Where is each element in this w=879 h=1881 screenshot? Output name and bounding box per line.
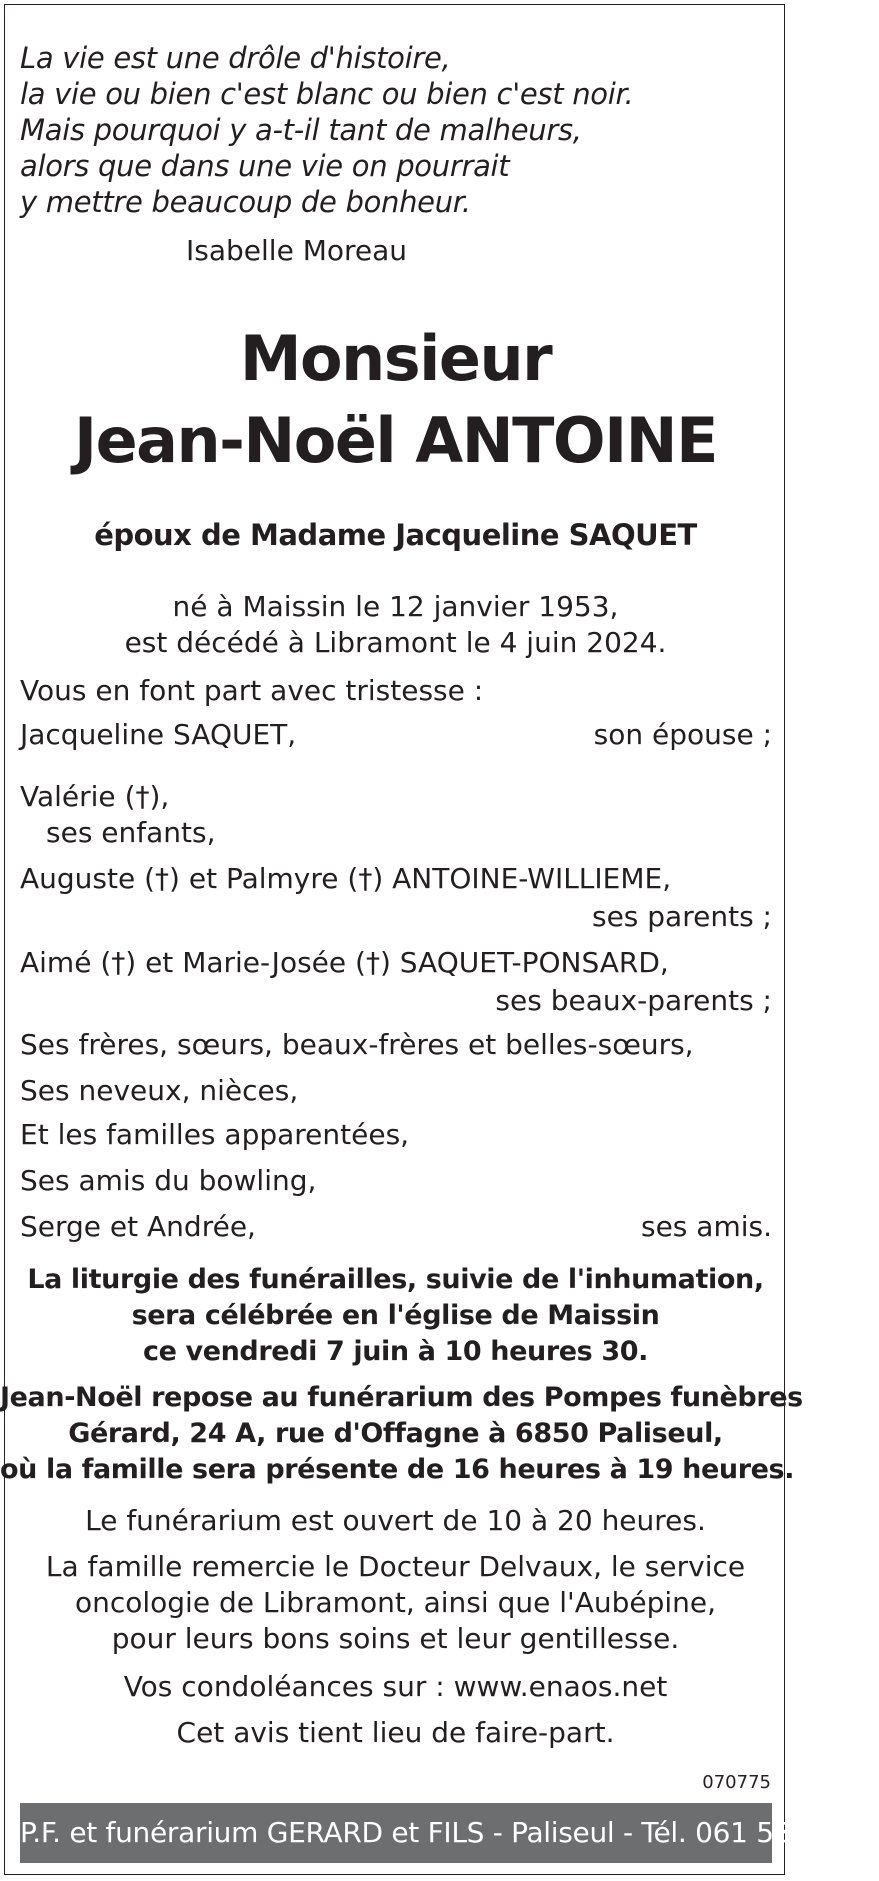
condolences-link: Vos condoléances sur : www.enaos.net <box>123 1670 668 1703</box>
family-relation: ses amis. <box>640 1210 772 1243</box>
funeral-line: La liturgie des funérailles, suivie de l'inhumation, <box>27 1264 764 1295</box>
poem-line: y mettre beaucoup de bonheur. <box>20 185 471 219</box>
deceased-name: Jean-Noël ANTOINE <box>74 404 717 477</box>
family-row <box>20 946 772 979</box>
family-row <box>20 862 772 895</box>
thanks-line: oncologie de Libramont, ainsi que l'Aubépine, <box>74 1586 717 1619</box>
poem <box>20 40 633 220</box>
family-row <box>46 816 798 849</box>
family-name: Jacqueline SAQUET, <box>20 718 297 751</box>
family-name: Valérie (†), <box>20 780 170 813</box>
spouse-line: époux de Madame Jacqueline SAQUET <box>94 518 697 552</box>
family-row: Ses frères, sœurs, beaux-frères et belles-sœurs, <box>20 1028 694 1061</box>
funerarium-line: où la famille sera présente de 16 heures à 19 heures. <box>0 1454 795 1485</box>
deceased-title: Monsieur <box>239 322 552 395</box>
poem-line: alors que dans une vie on pourrait <box>20 149 510 183</box>
funeral-line: ce vendredi 7 juin à 10 heures 30. <box>142 1336 648 1367</box>
family-row: Et les familles apparentées, <box>20 1118 410 1151</box>
birth-line: né à Maissin le 12 janvier 1953, <box>172 590 619 623</box>
family-relation: son épouse ; <box>593 718 772 751</box>
poem-line: la vie ou bien c'est blanc ou bien c'est noir. <box>20 77 634 111</box>
family-row <box>20 718 772 751</box>
death-line: est décédé à Libramont le 4 juin 2024. <box>124 626 667 659</box>
family-row: Ses amis du bowling, <box>20 1164 317 1197</box>
family-row <box>20 1210 772 1243</box>
notice-line: Cet avis tient lieu de faire-part. <box>176 1716 615 1749</box>
funerarium-line: Gérard, 24 A, rue d'Offagne à 6850 Paliseul, <box>68 1418 723 1449</box>
family-name: Serge et Andrée, <box>20 1210 256 1243</box>
funeral-line: sera célébrée en l'église de Maissin <box>131 1300 660 1331</box>
family-relation: ses enfants, <box>46 816 216 849</box>
family-relation: ses beaux-parents ; <box>495 984 772 1017</box>
intro-line: Vous en font part avec tristesse : <box>20 674 484 707</box>
footer-banner: P.F. et funérarium GERARD et FILS - Paliseul - Tél. 061 53 32 84 <box>20 1803 772 1863</box>
poem-author: Isabelle Moreau <box>186 234 408 267</box>
thanks-line: La famille remercie le Docteur Delvaux, le service <box>45 1550 746 1583</box>
family-row <box>20 780 772 813</box>
reference-number: 070775 <box>702 1772 771 1793</box>
family-row: Ses neveux, nièces, <box>20 1074 299 1107</box>
poem-line: Mais pourquoi y a-t-il tant de malheurs, <box>20 113 582 147</box>
funerarium-line: Jean-Noël repose au funérarium des Pompes funèbres <box>0 1382 803 1413</box>
thanks-line: pour leurs bons soins et leur gentillesse. <box>111 1622 680 1655</box>
poem-line: La vie est une drôle d'histoire, <box>20 41 451 75</box>
opening-hours: Le funérarium est ouvert de 10 à 20 heures. <box>85 1504 706 1537</box>
family-name: Aimé (†) et Marie-Josée (†) SAQUET-PONSARD, <box>20 946 669 979</box>
family-relation: ses parents ; <box>591 900 772 933</box>
family-name: Auguste (†) et Palmyre (†) ANTOINE-WILLIEME, <box>20 862 672 895</box>
